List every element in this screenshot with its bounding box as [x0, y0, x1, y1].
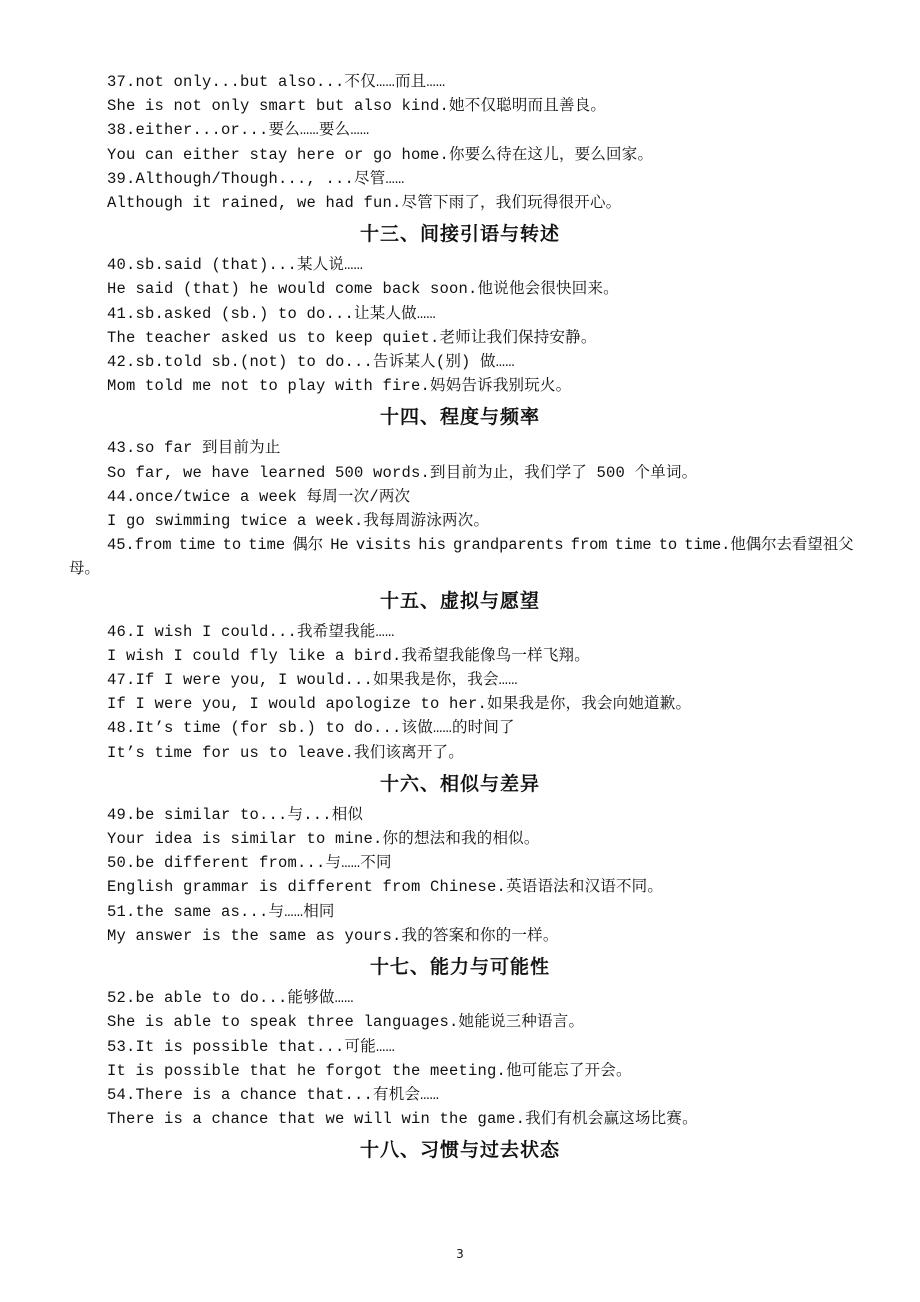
text-line: I wish I could fly like a bird.我希望我能像鸟一样飞翔。 — [107, 646, 590, 665]
text-line: 48.It’s time (for sb.) to do...该做……的时间了 — [107, 719, 515, 738]
text-line: 49.be similar to...与...相似 — [107, 805, 364, 824]
section-heading: 十三、间接引语与转述 — [359, 223, 560, 246]
text-line: It’s time for us to leave.我们该离开了。 — [107, 743, 464, 762]
section-heading: 十八、习惯与过去状态 — [359, 1139, 560, 1162]
text-line: 53.It is possible that...可能…… — [107, 1037, 395, 1056]
text-line: 54.There is a chance that...有机会…… — [107, 1085, 440, 1104]
text-line: She is able to speak three languages.她能说三种语言。 — [107, 1013, 585, 1032]
text-line: I go swimming twice a week.我每周游泳两次。 — [107, 512, 490, 531]
section-heading: 十四、程度与频率 — [379, 406, 540, 429]
document-content — [0, 70, 920, 1169]
text-line: 47.If I were you, I would...如果我是你，我会…… — [107, 671, 518, 690]
text-line: 39.Although/Though..., ...尽管…… — [107, 169, 405, 188]
text-line: My answer is the same as yours.我的答案和你的一样。 — [107, 926, 559, 945]
section-heading: 十六、相似与差异 — [379, 772, 540, 795]
section-heading: 十七、能力与可能性 — [369, 956, 550, 979]
text-line: 41.sb.asked (sb.) to do...让某人做…… — [107, 304, 436, 323]
text-line: It is possible that he forgot the meeting.他可能忘了开会。 — [107, 1061, 632, 1080]
text-line: You can either stay here or go home.你要么待在这儿，要么回家。 — [107, 145, 654, 164]
page-number: 3 — [456, 1247, 464, 1261]
text-line: 40.sb.said (that)...某人说…… — [107, 256, 364, 275]
text-line: Mom told me not to play with fire.妈妈告诉我别玩火。 — [107, 377, 572, 396]
text-line: 45.from time to time 偶尔 He visits his grandparents from time to time.他偶尔去看望祖父母。 — [69, 536, 854, 579]
text-line: 44.once/twice a week 每周一次/两次 — [107, 487, 411, 506]
text-line: 50.be different from...与……不同 — [107, 854, 392, 873]
text-line: 52.be able to do...能够做…… — [107, 989, 354, 1008]
text-line: The teacher asked us to keep quiet.老师让我们保持安静。 — [107, 328, 597, 347]
text-line: Your idea is similar to mine.你的想法和我的相似。 — [107, 830, 540, 849]
text-line: English grammar is different from Chinese.英语语法和汉语不同。 — [107, 878, 664, 897]
text-line: 51.the same as...与……相同 — [107, 902, 335, 921]
text-line: If I were you, I would apologize to her.如果我是你，我会向她道歉。 — [107, 695, 692, 714]
text-line: 42.sb.told sb.(not) to do...告诉某人(别) 做…… — [107, 353, 515, 372]
text-line: He said (that) he would come back soon.他说他会很快回来。 — [107, 280, 619, 299]
text-line: So far, we have learned 500 words.到目前为止，我们学了 500 个单词。 — [107, 463, 698, 482]
text-line: She is not only smart but also kind.她不仅聪明而且善良。 — [107, 97, 607, 116]
text-line: Although it rained, we had fun.尽管下雨了，我们玩得很开心。 — [107, 194, 622, 213]
text-line: 37.not only...but also...不仅……而且…… — [107, 73, 446, 91]
text-line: 38.either...or...要么……要么…… — [107, 121, 370, 140]
section-heading: 十五、虚拟与愿望 — [379, 589, 540, 612]
text-line: There is a chance that we will win the game.我们有机会赢这场比赛。 — [107, 1110, 698, 1129]
text-line: 46.I wish I could...我希望我能…… — [107, 622, 395, 641]
text-line: 43.so far 到目前为止 — [107, 439, 281, 458]
